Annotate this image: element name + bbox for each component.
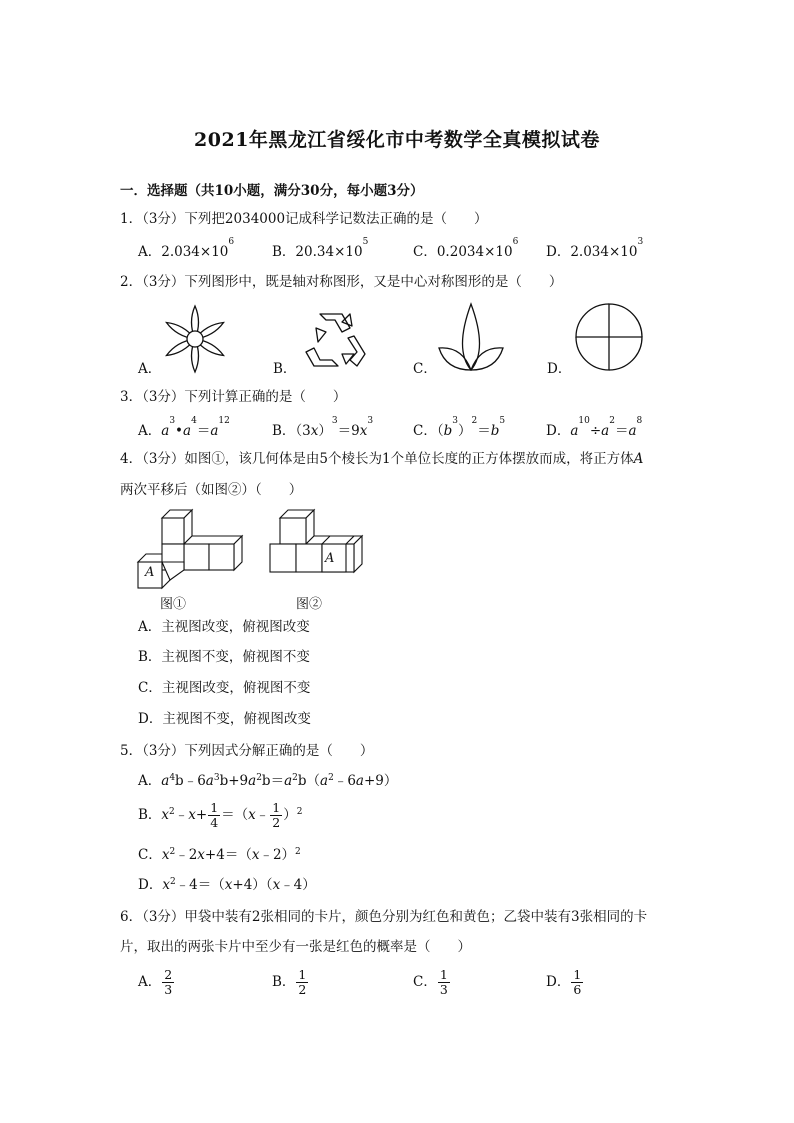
cube-a-label-2: A [325, 551, 335, 566]
q1-option-d[interactable]: D．$2.034\times 10^3$ [546, 237, 644, 260]
q5-option-c[interactable]: C．$x^2﹣2x+4=(x﹣2)^2$ [138, 847, 301, 863]
recycle-figure [302, 308, 368, 370]
page-title: 2021年黑龙江省绥化市中考数学全真模拟试卷 [194, 129, 600, 151]
section-heading: 一．选择题（共10小题，满分30分，每小题3分） [120, 183, 424, 199]
q2-option-b[interactable]: B． [273, 361, 297, 377]
q4-option-b[interactable]: B．主视图不变，俯视图不变 [138, 649, 310, 665]
q3-option-a[interactable]: A．$a^3•a^4=a^{12}$ [138, 416, 230, 439]
fraction-one-quarter: $\frac{1}{4}$ [210, 800, 219, 830]
q4-option-d[interactable]: D．主视图不变，俯视图改变 [138, 711, 311, 727]
question-2-stem: 2．（3分）下列图形中，既是轴对称图形，又是中心对称图形的是（ ） [120, 274, 563, 290]
q2-option-d[interactable]: D． [547, 361, 572, 377]
question-6-stem-line-2: 片，取出的两张卡片中至少有一张是红色的概率是（ ） [120, 939, 471, 955]
q5-option-a[interactable]: A．$a^4b﹣6a^3b+9a^2b=a^2b(a^2﹣6a+9)$ [138, 773, 398, 789]
question-4-stem-line-1: 4．（3分）如图①，该几何体是由5个棱长为1个单位长度的正方体摆放而成，将正方体A [120, 451, 644, 467]
pinwheel-figure [574, 302, 644, 372]
q6-option-b[interactable]: B． $\frac{1}{2}$ [272, 967, 307, 997]
q6-option-d[interactable]: D． $\frac{1}{6}$ [546, 967, 582, 997]
q5-option-b[interactable]: B．$x^2﹣x+$ $\frac{1}{4}$ ＝（x﹣ $\frac{1}{2}$ ）$^2$ [138, 800, 303, 830]
q1-option-c[interactable]: C．$0.2034\times 10^6$ [413, 237, 519, 260]
figure-2-caption: 图② [296, 597, 323, 612]
question-4-stem-line-2: 两次平移后（如图②）（ ） [120, 482, 303, 498]
q3-option-b[interactable]: B．$(3x)^3=9x^3$ [272, 416, 374, 439]
flower-figure [160, 304, 230, 374]
q3-option-c[interactable]: C．$(b^3)^2=b^5$ [413, 416, 506, 439]
question-6-stem-line-1: 6．（3分）甲袋中装有2张相同的卡片，颜色分别为红色和黄色；乙袋中装有3张相同的卡 [120, 909, 648, 925]
cube-figure-2 [268, 508, 368, 578]
q4-option-a[interactable]: A．主视图改变，俯视图改变 [138, 619, 310, 635]
q6-option-a[interactable]: A． $\frac{2}{3}$ [138, 967, 173, 997]
fraction-one-half: $\frac{1}{2}$ [272, 800, 281, 830]
question-5-stem: 5．（3分）下列因式分解正确的是（ ） [120, 743, 374, 759]
question-3-stem: 3．（3分）下列计算正确的是（ ） [120, 389, 347, 405]
q4-option-c[interactable]: C．主视图改变，俯视图不变 [138, 680, 311, 696]
q1-option-b[interactable]: B．$20.34\times 10^5$ [272, 237, 369, 260]
question-1-stem: 1．（3分）下列把2034000记成科学记数法正确的是（ ） [120, 211, 488, 227]
q5-option-d[interactable]: D．$x^2﹣4=(x+4)(x﹣4)$ [138, 877, 316, 893]
cube-a-label-1: A [145, 565, 155, 580]
q2-option-a[interactable]: A． [138, 361, 162, 377]
q1-option-a[interactable]: A．$2.034\times 10^6$ [138, 237, 235, 260]
figure-1-caption: 图① [160, 597, 187, 612]
q3-option-d[interactable]: D．$a^{10}\div a^2=a^8$ [546, 416, 643, 439]
lotus-figure [436, 302, 506, 372]
q2-option-c[interactable]: C． [413, 361, 437, 377]
q6-option-c[interactable]: C． $\frac{1}{3}$ [413, 967, 448, 997]
